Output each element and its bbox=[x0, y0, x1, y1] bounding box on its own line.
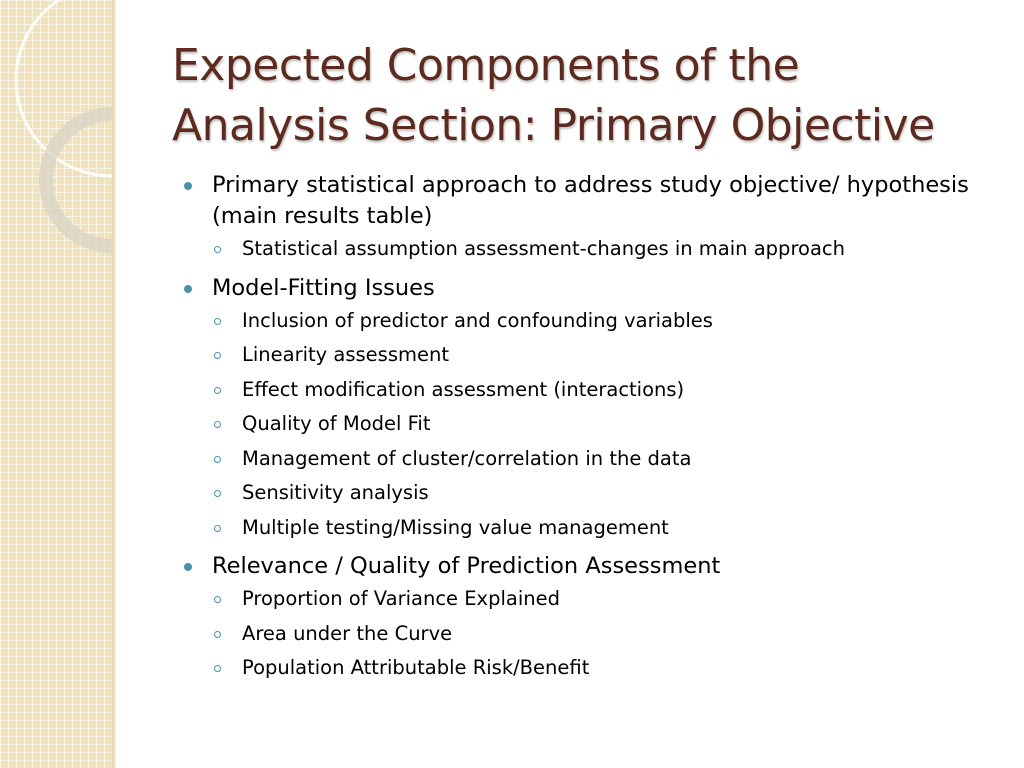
sub-bullet bbox=[184, 338, 1004, 373]
hollow-bullet-icon bbox=[214, 525, 221, 532]
sub-bullet-text: Sensitivity analysis bbox=[242, 481, 429, 504]
sub-bullet bbox=[184, 511, 1004, 546]
title-line-2: Analysis Section: Primary Objective bbox=[172, 100, 935, 151]
sub-bullet-text: Quality of Model Fit bbox=[242, 412, 431, 435]
sub-bullet bbox=[184, 407, 1004, 442]
sub-bullet bbox=[184, 582, 1004, 617]
sub-bullet-text: Effect modification assessment (interactions) bbox=[242, 377, 685, 401]
hollow-bullet-icon bbox=[214, 596, 221, 603]
sub-bullet-text: Area under the Curve bbox=[242, 621, 453, 645]
filled-bullet-icon bbox=[184, 563, 192, 571]
decorative-circles bbox=[0, 0, 112, 768]
hollow-bullet-icon bbox=[214, 665, 221, 672]
bullet-model-fitting bbox=[184, 273, 1004, 304]
sub-bullet bbox=[184, 651, 1004, 686]
sub-bullet bbox=[184, 232, 1004, 267]
bullet-text: Model-Fitting Issues bbox=[212, 274, 435, 301]
bullet-text: Relevance / Quality of Prediction Assessment bbox=[212, 553, 721, 579]
filled-bullet-icon bbox=[184, 285, 192, 293]
sidebar-edge bbox=[112, 0, 116, 768]
hollow-bullet-icon bbox=[214, 631, 221, 638]
bullet-prediction-assessment bbox=[184, 551, 1004, 582]
sub-bullet bbox=[184, 304, 1004, 339]
sub-bullet-text: Statistical assumption assessment-changes in main approach bbox=[242, 237, 845, 260]
hollow-bullet-icon bbox=[214, 456, 221, 463]
slide-content bbox=[184, 164, 1004, 686]
sub-bullet bbox=[184, 442, 1004, 477]
sub-bullet-text: Multiple testing/Missing value management bbox=[242, 515, 669, 539]
slide-title bbox=[172, 36, 1002, 156]
title-line-1: Expected Components of the bbox=[172, 40, 800, 91]
decorative-sidebar bbox=[0, 0, 112, 768]
hollow-bullet-icon bbox=[214, 318, 221, 325]
sub-bullet-text: Inclusion of predictor and confounding variables bbox=[242, 308, 713, 332]
sub-bullet bbox=[184, 617, 1004, 652]
sub-bullet-text: Linearity assessment bbox=[242, 343, 449, 366]
hollow-bullet-icon bbox=[214, 352, 221, 359]
sub-bullet-text: Proportion of Variance Explained bbox=[242, 587, 560, 610]
hollow-bullet-icon bbox=[214, 246, 221, 253]
bullet-text: Primary statistical approach to address study objective/ hypothesis (main results table) bbox=[212, 172, 969, 229]
sub-bullet bbox=[184, 476, 1004, 511]
hollow-bullet-icon bbox=[214, 421, 221, 428]
sub-bullet bbox=[184, 373, 1004, 408]
sub-bullet-text: Population Attributable Risk/Benefit bbox=[242, 656, 590, 679]
filled-bullet-icon bbox=[184, 182, 192, 190]
bullet-primary-approach bbox=[184, 170, 1004, 232]
sub-bullet-text: Management of cluster/correlation in the data bbox=[242, 446, 692, 470]
hollow-bullet-icon bbox=[214, 490, 221, 497]
hollow-bullet-icon bbox=[214, 387, 221, 394]
